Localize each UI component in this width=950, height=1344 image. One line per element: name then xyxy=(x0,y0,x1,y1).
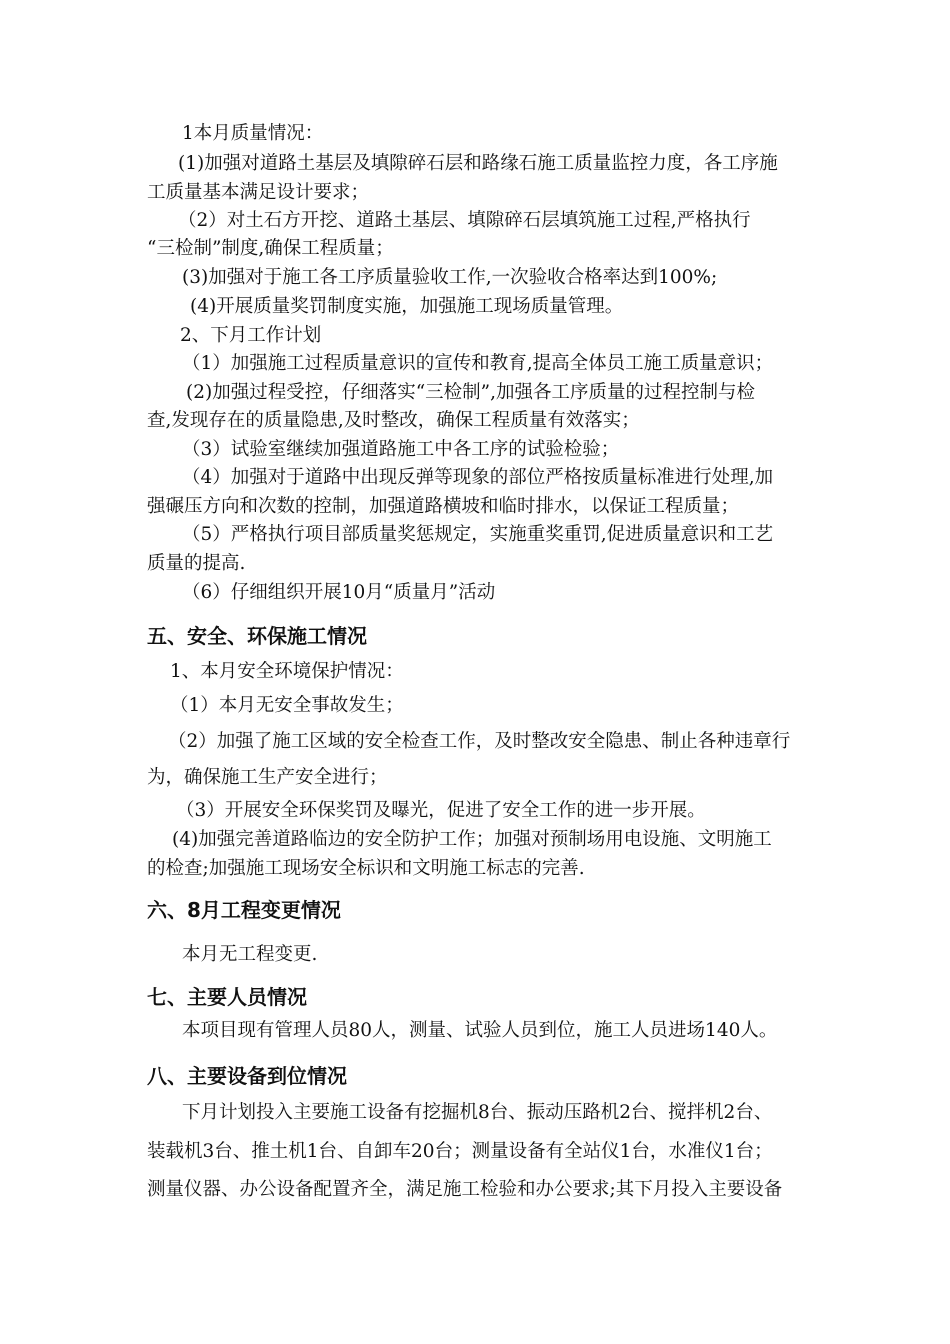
section-heading: 六、8月工程变更情况 xyxy=(147,898,341,922)
paragraph-line: 强碾压方向和次数的控制，加强道路横坡和临时排水，以保证工程质量； xyxy=(147,496,740,517)
paragraph-line: （3）开展安全环保奖罚及曝光，促进了安全工作的进一步开展。 xyxy=(176,800,706,821)
paragraph-line: （2）加强了施工区域的安全检查工作，及时整改安全隐患、制止各种违章行 xyxy=(168,731,791,752)
paragraph-line: 本项目现有管理人员80人，测量、试验人员到位，施工人员进场140人。 xyxy=(182,1020,778,1041)
paragraph-line: (4)加强完善道路临边的安全防护工作；加强对预制场用电设施、文明施工 xyxy=(172,829,772,850)
section-heading: 七、主要人员情况 xyxy=(147,985,307,1009)
paragraph-line: (2)加强过程受控，仔细落实“三检制”,加强各工序质量的过程控制与检 xyxy=(186,382,756,403)
section-heading: 五、安全、环保施工情况 xyxy=(147,624,367,648)
paragraph-line: 测量仪器、办公设备配置齐全，满足施工检验和办公要求;其下月投入主要设备 xyxy=(147,1179,783,1200)
paragraph-line: 1、本月安全环境保护情况： xyxy=(170,661,404,682)
paragraph-line: 本月无工程变更. xyxy=(182,944,318,965)
paragraph-line: （6）仔细组织开展10月“质量月”活动 xyxy=(182,582,496,603)
paragraph-line: 1本月质量情况： xyxy=(182,123,324,144)
paragraph-line: “三检制”制度,确保工程质量； xyxy=(147,238,394,259)
paragraph-line: （5）严格执行项目部质量奖惩规定，实施重奖重罚,促进质量意识和工艺 xyxy=(182,524,774,545)
paragraph-line: （3）试验室继续加强道路施工中各工序的试验检验； xyxy=(182,439,620,460)
paragraph-line: 下月计划投入主要施工设备有挖掘机8台、振动压路机2台、搅拌机2台、 xyxy=(182,1102,773,1123)
paragraph-line: 查,发现存在的质量隐患,及时整改，确保工程质量有效落实； xyxy=(147,410,640,431)
paragraph-line: 质量的提高. xyxy=(147,553,246,574)
paragraph-line: (1)加强对道路土基层及填隙碎石层和路缘石施工质量监控力度，各工序施 xyxy=(178,153,778,174)
section-heading: 八、主要设备到位情况 xyxy=(147,1064,347,1088)
paragraph-line: （2）对土石方开挖、道路土基层、填隙碎石层填筑施工过程,严格执行 xyxy=(178,210,751,231)
paragraph-line: （1）加强施工过程质量意识的宣传和教育,提高全体员工施工质量意识； xyxy=(182,353,774,374)
paragraph-line: （1）本月无安全事故发生； xyxy=(170,695,404,716)
paragraph-line: (4)开展质量奖罚制度实施，加强施工现场质量管理。 xyxy=(190,296,624,317)
paragraph-line: 装载机3台、推土机1台、自卸车20台；测量设备有全站仪1台，水准仪1台； xyxy=(147,1141,773,1162)
paragraph-line: 为，确保施工生产安全进行； xyxy=(147,767,388,788)
paragraph-line: 工质量基本满足设计要求； xyxy=(147,182,370,203)
paragraph-line: （4）加强对于道路中出现反弹等现象的部位严格按质量标准进行处理,加 xyxy=(182,467,774,488)
paragraph-line: 的检查;加强施工现场安全标识和文明施工标志的完善. xyxy=(147,858,585,879)
paragraph-line: (3)加强对于施工各工序质量验收工作,一次验收合格率达到100%; xyxy=(182,267,718,288)
paragraph-line: 2、下月工作计划 xyxy=(180,325,322,346)
